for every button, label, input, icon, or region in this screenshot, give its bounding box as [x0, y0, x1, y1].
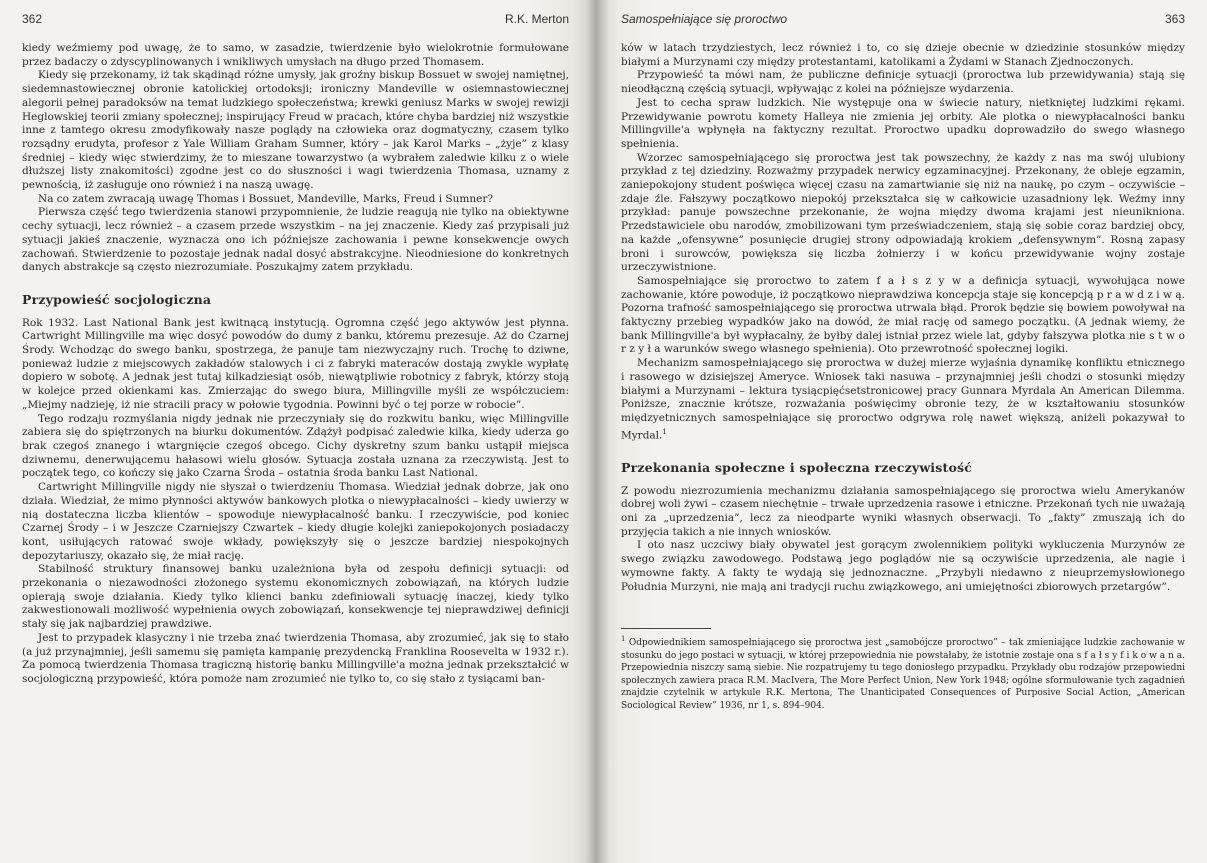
footnote-reference[interactable]: 1 — [662, 427, 667, 436]
section-heading: Przekonania społeczne i społeczna rzeczywistość — [621, 459, 973, 475]
paragraph: ków w latach trzydziestych, lecz również i to, co się dzieje obecnie w dziedzinie stosunków między białymi a Murzynami czy między protestantami, katolikami a Żydami w Stanach Zjednoczonych. — [621, 42, 1185, 68]
paragraph: Tego rodzaju rozmyślania nigdy jednak nie przeczyniały się do rozkwitu banku, więc Millingville zabiera się do spiętrzonych na biurku dokumentów. Zdążył podpisać zaledwie kilka, kiedy uderza go brak czegoś znanego i wtargnięcie czegoś obcego. Cichy dyskretny szum banku ustąpił miejsca dziwnemu, denerwującemu hałasowi wielu głosów. Sytuacja została uznana za rzeczywistą. Jest to początek tego, co kończy się jako Czarna Środa – ostatnia środa banku Last National. — [22, 412, 569, 480]
paragraph: Cartwright Millingville nigdy nie słyszał o twierdzeniu Thomasa. Wiedział jednak dobrze, jak ono działa. Wiedział, że mimo płynności aktywów bankowych plotka o niewypłacalności – kiedy uwierzy w nią dostateczna liczba klientów – spowoduje niewypłacalność banku. I rzeczywiście, pod koniec Czarnej Środy – i w Jeszcze Czarniejszy Czwartek – kiedy długie kolejki zaniepokojonych posiadaczy kont, usiłujących ratować swoje wkłady, powiększyły się o jeszcze bardziej niespokojnych depozytariuszy, okazało się, że miał rację. — [22, 481, 569, 562]
paragraph: I oto nasz uczciwy biały obywatel jest gorącym zwolennikiem polityki wykluczenia Murzynów ze swego związku zawodowego. Podstawą jego poglądów nie są oczywiście uprzedzenia, ale nagie i wymowne fakty. A fakty te wydają się jednoznaczne. „Przybyli niedawno z nieuprzemysłowionego Południa Murzyni, nie mają ani tradycji ruchu związkowego, ani umiejętności zbiorowych przetargów”. — [621, 539, 1185, 593]
left-page — [0, 0, 597, 863]
paragraph: kiedy weźmiemy pod uwagę, że to samo, w zasadzie, twierdzenie było wielokrotnie formułowane przez badaczy o zdyscyplinowanych i wnikliwych umysłach na długo przed Thomasem. — [22, 42, 569, 68]
footnote-number: 1 — [621, 635, 626, 644]
left-running-title: R.K. Merton — [504, 12, 569, 26]
section-heading: Przypowieść socjologiczna — [22, 291, 212, 307]
footnote — [621, 633, 1185, 712]
book-gutter-shadow — [585, 0, 609, 863]
paragraph: Przypowieść ta mówi nam, że publiczne definicje sytuacji (proroctwa lub przewidywania) stają się nieodłączną częścią sytuacji, wpływając z kolei na późniejsze wydarzenia. — [621, 69, 1185, 96]
paragraph: Rok 1932. Last National Bank jest kwitnącą instytucją. Ogromna część jego aktywów jest płynna. Cartwright Millingville ma więc dosyć powodów do dumy z banku, któremu prezesuje. Aż do Czarnej Środy. Wchodząc do swego banku, spostrzega, że panuje tam niezwyczajny ruch. Trochę to dziwne, ponieważ ludzie z miejscowych zakładów stalowych i ci z fabryki materaców dostają zwykle wypłatę dopiero w sobotę. A jednak jest tutaj kilkadziesiąt osób, niewątpliwie robotnicy z fabryk, którzy stoją w kolejce przed okienkami kas. Zmierzając do swego biura, Millingville myśli ze współczuciem: „Miejmy nadzieję, iż nie stracili pracy w połowie tygodnia. Powinni być o tej porze w robocie”. — [22, 316, 569, 411]
paragraph: Pierwsza część tego twierdzenia stanowi przypomnienie, że ludzie reagują nie tylko na obiektywne cechy sytuacji, lecz również – a czasem przede wszystkim – na jej znaczenie. Kiedy zaś przypisali już sytuacji jakieś znaczenie, wyznacza ono ich późniejsze zachowania i pewne konsekwencje owych zachowań. Stwierdzenie to pozostaje jednak nadal dosyć abstrakcyjne. Nieodniesione do konkretnych danych abstrakcje są często niezrozumiałe. Poszukajmy zatem przykładu. — [22, 206, 569, 274]
paragraph: Z powodu niezrozumienia mechanizmu działania samospełniającego się proroctwa wielu Amerykanów dobrej woli żywi – czasem niechętnie – trwałe uprzedzenia rasowe i etniczne. Przekonań tych nie uważają oni za „uprzedzenia”, lecz za nieodparte wyniki własnych obserwacji. To „fakty” zmuszają ich do przyjęcia takich a nie innych wniosków. — [621, 484, 1185, 538]
right-body-text — [621, 42, 1185, 594]
left-page-number: 362 — [22, 12, 43, 26]
left-running-head — [22, 12, 569, 42]
paragraph: Stabilność struktury finansowej banku uzależniona była od zespołu definicji sytuacji: od przekonania o niezawodności złożonego systemu ekonomicznych zobowiązań, na których ludzie opierają swoje działania. Kiedy tylko klienci banku zdefiniowali sytuację inaczej, kiedy tylko zakwestionowali możliwość wypełnienia owych zobowiązań, konsekwencje tej nieprawdziwej definicji stały się jak najbardziej prawdziwe. — [22, 563, 569, 631]
right-page — [597, 0, 1207, 863]
footnote-rule — [621, 628, 711, 629]
right-page-number: 363 — [1164, 12, 1185, 26]
paragraph: Jest to cecha spraw ludzkich. Nie występuje ona w świecie natury, nietkniętej ludzkimi rękami. Przewidywanie powrotu komety Halleya nie zmienia jej orbity. Ale plotka o niewypłacalności banku Millingville'a wpłynęła na faktyczny rezultat. Proroctwo upadku doprowadziło do swego własnego spełnienia. — [621, 96, 1185, 150]
paragraph: Jest to przypadek klasyczny i nie trzeba znać twierdzenia Thomasa, aby zrozumieć, jak się to stało (a już przynajmniej, jeśli samemu się pamięta kampanię prezydencką Franklina Roosevelta w 1932 r.). Za pomocą twierdzenia Thomasa tragiczną historię banku Millingville'a można jednak przekształcić w socjologiczną przypowieść, która pomoże nam zrozumieć nie tylko to, co się stało z tysiącami ban- — [22, 631, 569, 685]
paragraph: Wzorzec samospełniającego się proroctwa jest tak powszechny, że każdy z nas ma swój ulubiony przykład z tej dziedziny. Rozważmy przypadek nerwicy egzaminacyjnej. Przekonany, że obleje egzamin, zaniepokojony student poświęca więcej czasu na zamartwianie się niż na naukę, po czym – oczywiście – zdaje źle. Fałszywy początkowo niepokój przekształca się w całkowicie uzasadniony lęk. Weźmy inny przykład: panuje powszechne przekonanie, że wojna między dwoma krajami jest nieunikniona. Przedstawiciele obu narodów, zmobilizowani tym przeświadczeniem, stają się sobie coraz bardziej obcy, na każde „ofensywne” posunięcie drugiej strony odpowiadają krokiem „defensywnym”. Rosną zapasy broni i surowców, powiększa się liczba żołnierzy i w końcu przewidywanie wojny zostaje urzeczywistnione. — [621, 151, 1185, 274]
footnote-text: Odpowiednikiem samospełniającego się proroctwa jest „samobójcze proroctwo” – tak zmieniające ludzkie zachowanie w stosunku do jego postaci w sytuacji, w której przepowiednia nie powstałaby, że istotnie zostaje ona s f a ł s y f i k o w a n a. Przepowiednia niszczy samą siebie. Nie rozpatrujemy tu tego doniosłego przypadku. Przykłady obu rodzajów przepowiedni społecznych zawiera praca R.M. MacIvera, The More Perfect Union, New York 1948; ogólne sformułowanie tych zagadnień znajdzie czytelnik w artykule R.K. Mertona, The Unanticipated Consequences of Purposive Social Action, „American Sociological Review” 1936, nr 1, s. 894–904. — [621, 638, 1185, 711]
paragraph-with-footnote — [621, 357, 1185, 443]
right-running-head — [621, 12, 1185, 42]
paragraph: Samospełniające się proroctwo to zatem f a ł s z y w a definicja sytuacji, wywołująca nowe zachowanie, które powoduje, iż początkowo nieprawdziwa koncepcja staje się koncepcją p r a w d z i w ą. Pozorna trafność samospełniającego się proroctwa utrwala błąd. Prorok będzie się bowiem powoływał na faktyczny przebieg wypadków jako na dowód, że miał rację od samego początku. (A jednak wiemy, że bank Millingville'a był wypłacalny, że byłby dalej istniał przez wiele lat, gdyby fałszywa plotka nie s t w o r z y ł a warunków swego własnego spełnienia). Oto przewrotność społecznej logiki. — [621, 274, 1185, 356]
right-running-title: Samospełniające się proroctwo — [621, 12, 788, 26]
paragraph: Na co zatem zwracają uwagę Thomas i Bossuet, Mandeville, Marks, Freud i Sumner? — [38, 192, 493, 205]
paragraph-text: Mechanizm samospełniającego się proroctwa w dużej mierze wyjaśnia dynamikę konfliktu etnicznego i rasowego w dzisiejszej Ameryce. Wniosek taki nasuwa – przynajmniej jeśli chodzi o stosunki między białymi a Murzynami – lektura tysiącpięćsetstronicowej pracy Gunnara Myrdala An American Dilemma. Poniższe, znacznie krótsze, rozważania poświęcimy obronie tezy, że w kształtowaniu stosunków międzyetnicznych samospełniające się proroctwo odgrywa rolę nawet większą, aniżeli pokazywał to Myrdal. — [621, 357, 1185, 442]
paragraph: Kiedy się przekonamy, iż tak skądinąd różne umysły, jak groźny biskup Bossuet w swojej namiętnej, siedemnastowiecznej obronie katolickiej ortodoksji; ironiczny Mandeville w osiemnastowiecznej alegorii pełnej paradoksów na temat ludzkiego społeczeństwa; krewki geniusz Marks w swojej rewizji Heglowskiej teorii zmiany społecznej; inspirujący Freud w pracach, które chyba bardziej niż wszystkie inne z tamtego okresu zmodyfikowały nasze poglądy na człowieka oraz dogmatyczny, czasem tylko rozsądny erudyta, profesor z Yale William Graham Sumner, który – jak Karol Marks – „żyje” z klasy średniej – kiedy więc stwierdzimy, że to mieszane towarzystwo (a wybrałem zaledwie kilku z o wiele dłuższej listy znakomitości) zgodne jest co do słuszności i wagi twierdzenia Thomasa, uznamy z pewnością, iż zasługuje ono również i na naszą uwagę. — [22, 69, 569, 192]
left-body-text — [22, 42, 569, 687]
